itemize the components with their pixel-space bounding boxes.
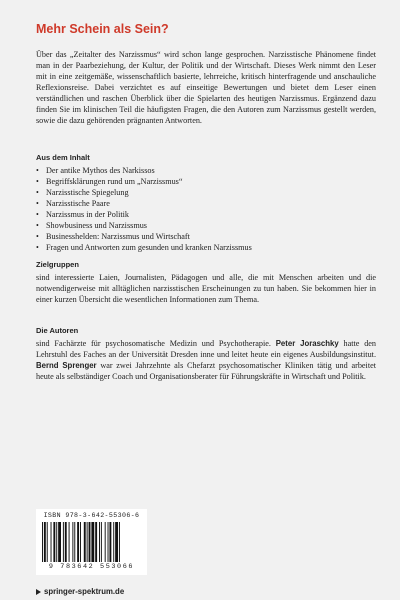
barcode-bar: [80, 522, 81, 562]
cover-heading: Mehr Schein als Sein?: [36, 22, 169, 36]
website-url: springer-spektrum.de: [44, 587, 125, 596]
list-item: • Narzisstische Paare: [36, 198, 356, 209]
contents-list: [36, 165, 356, 253]
barcode-bar: [74, 522, 75, 562]
barcode-digits: 9 783642 553066: [48, 563, 135, 571]
authors-title: Die Autoren: [36, 326, 79, 335]
barcode-bar: [89, 522, 91, 562]
barcode-bar: [44, 522, 46, 562]
barcode-bar: [56, 522, 57, 562]
list-item: • Narzisstische Spiegelung: [36, 187, 356, 198]
target-paragraph: sind interessierte Laien, Journalisten, Pädagogen und alle, die mit Menschen arbeiten und die notwendigerweise mit alltäglichen narzisstischen Erscheinungen zu tun haben. Sie bekommen hier in einer kurzen Übersicht die wesentlichen Informationen zum Thema.: [36, 273, 376, 304]
barcode-panel: [36, 509, 147, 575]
barcode-bar: [53, 522, 55, 562]
list-item: • Narzissmus in der Politik: [36, 209, 356, 220]
intro-paragraph: Über das „Zeitalter des Narzissmus“ wird schon lange gesprochen. Narzisstische Phänomene findet man in der Paarbeziehung, der Kultur, der Politik und der Wirtschaft. Dieses Werk nimmt den Leser mit in eine zeitgemäße, wissenschaftlich basierte, lehrreiche, kritisch hinterfragende und anschauliche Reflexionsreise. Dabei verzichtet es auf einseitige Bewertungen und bietet dem Leser einen verständlichen und raschen Überblick über die Spielarten des heutigen Narzissmus. Ergänzend dazu finden Sie im klinischen Teil die häufigsten Fragen, die den Autoren zum Narzissmus gestellt werden, sowie die dazu gehörenden prägnanten Antworten.: [36, 50, 376, 125]
list-item: • Businesshelden: Narzissmus und Wirtschaft: [36, 231, 356, 242]
barcode-bar: [77, 522, 79, 562]
authors-paragraph: [36, 338, 376, 382]
barcode-image: [42, 522, 141, 562]
barcode-bar: [47, 522, 48, 562]
author-name-2: Bernd Sprenger: [36, 361, 97, 370]
barcode-bar: [95, 522, 97, 562]
author-name-1: Peter Joraschky: [275, 339, 339, 348]
list-item: • Showbusiness und Narzissmus: [36, 220, 356, 231]
isbn-label: ISBN 978-3-642-55306-6: [43, 512, 140, 519]
target-title: Zielgruppen: [36, 260, 79, 269]
barcode-bar: [99, 522, 100, 562]
barcode-bar: [63, 522, 64, 562]
authors-text-3: war zwei Jahrzehnte als Chefarzt psychosomatischer Kliniken tätig und arbeitet heute als selbständiger Coach und Organisationsberater für Führungskräfte in Wirtschaft und Politik.: [36, 361, 377, 381]
barcode-bar: [105, 522, 106, 562]
list-item: • Begriffsklärungen rund um „Narzissmus“: [36, 176, 356, 187]
authors-text-2: hatte den Lehrstuhl des Faches an der Universität Dresden inne und leitet heute ein eigenes Ausbildungsinstitut.: [36, 339, 377, 359]
barcode-bar: [101, 522, 102, 562]
list-item: • Fragen und Antworten zum gesunden und kranken Narzissmus: [36, 242, 356, 253]
barcode-bar: [58, 522, 61, 562]
barcode-bar: [72, 522, 73, 562]
barcode-bar: [51, 522, 52, 562]
barcode-bar: [91, 522, 94, 562]
barcode-bar: [65, 522, 67, 562]
contents-title: Aus dem Inhalt: [36, 153, 90, 162]
website-link[interactable]: [36, 587, 124, 596]
barcode-bar: [69, 522, 70, 562]
barcode-bar: [113, 522, 114, 562]
list-item: • Der antike Mythos des Narkissos: [36, 165, 356, 176]
barcode-bar: [87, 522, 88, 562]
barcode-bar: [115, 522, 118, 562]
barcode-bar: [108, 522, 109, 562]
barcode-bar: [109, 522, 111, 562]
barcode-bar: [42, 522, 43, 562]
arrow-right-icon: [36, 589, 41, 595]
barcode-bar: [84, 522, 86, 562]
authors-text-1: sind Fachärzte für psychosomatische Medizin und Psychotherapie.: [36, 339, 271, 348]
barcode-bar: [119, 522, 120, 562]
